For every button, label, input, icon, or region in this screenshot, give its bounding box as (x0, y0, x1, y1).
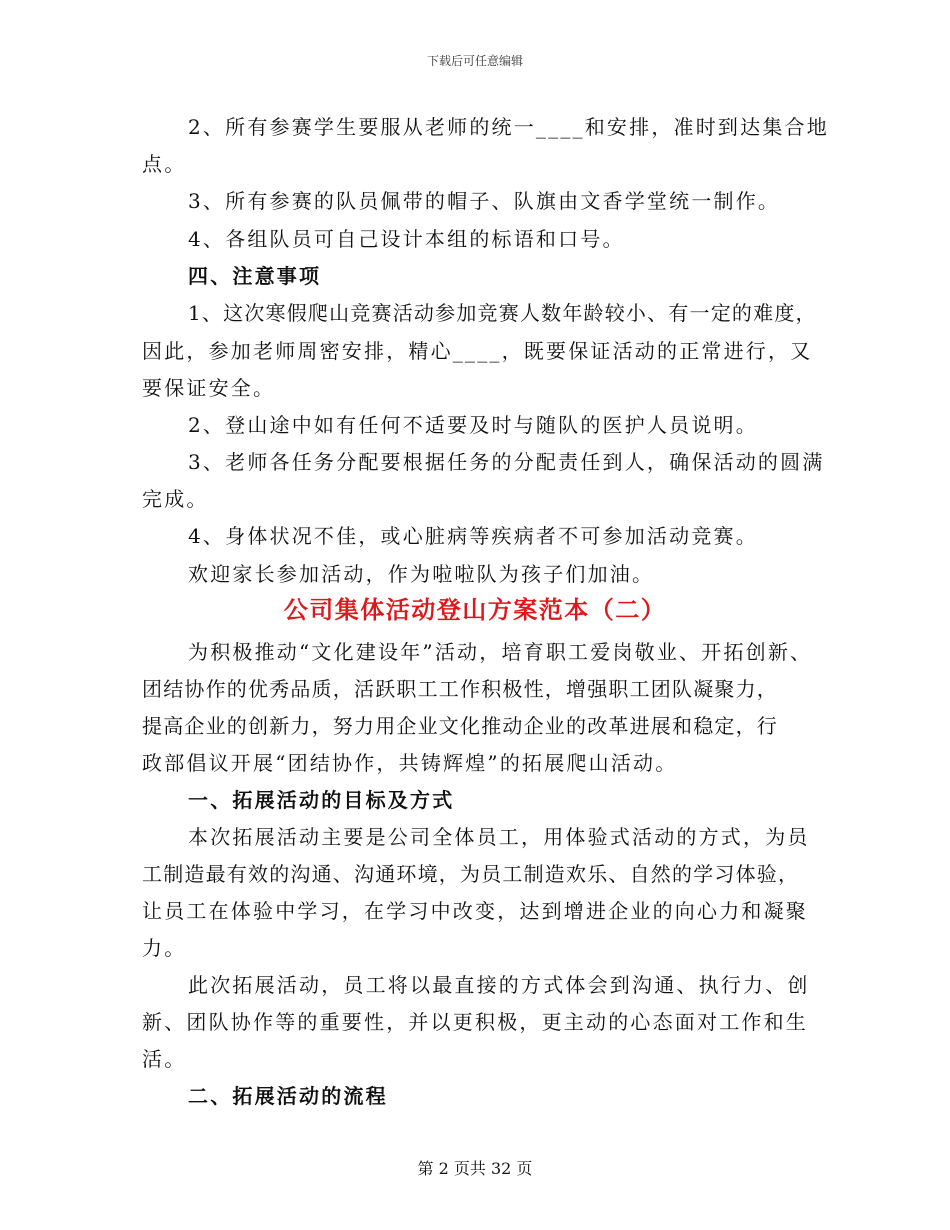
paragraph-line: 本次拓展活动主要是公司全体员工，用体验式活动的方式，为员 (188, 825, 810, 849)
paragraph-line: 为积极推动“文化建设年”活动，培育职工爱岗敬业、开拓创新、 (188, 640, 813, 664)
paragraph-line: 3、所有参赛的队员佩带的帽子、队旗由文香学堂统一制作。 (188, 189, 781, 213)
paragraph-line: 2、登山途中如有任何不适要及时与随队的医护人员说明。 (188, 413, 758, 437)
paragraph-line: 工制造最有效的沟通、沟通环境，为员工制造欢乐、自然的学习体验， (142, 862, 800, 886)
paragraph-line: 4、各组队员可自己设计本组的标语和口号。 (188, 227, 625, 251)
paragraph-line: 力。 (142, 936, 187, 960)
paragraph-line: 因此，参加老师周密安排，精心____，既要保证活动的正常进行，又 (142, 339, 813, 363)
paragraph-line: 此次拓展活动，员工将以最直接的方式体会到沟通、执行力、创 (188, 973, 810, 997)
paragraph-line: 2、所有参赛学生要服从老师的统一____和安排，准时到达集合地 (188, 115, 829, 139)
paragraph-line: 1、这次寒假爬山竞赛活动参加竞赛人数年龄较小、有一定的难度， (188, 301, 817, 325)
paragraph-line: 新、团队协作等的重要性，并以更积极，更主动的心态面对工作和生 (142, 1010, 808, 1034)
section-heading: 二、拓展活动的流程 (188, 1084, 388, 1108)
section-heading: 一、拓展活动的目标及方式 (188, 788, 455, 812)
paragraph-line: 完成。 (142, 487, 209, 511)
paragraph-line: 要保证安全。 (142, 376, 276, 400)
paragraph-line: 团结协作的优秀品质，活跃职工工作积极性，增强职工团队凝聚力， (142, 677, 778, 701)
paragraph-line: 活。 (142, 1047, 187, 1071)
document-title: 公司集体活动登山方案范本（二） (283, 595, 667, 624)
paragraph-line: 4、身体状况不佳，或心脏病等疾病者不可参加活动竞赛。 (188, 524, 758, 548)
paragraph-line: 欢迎家长参加活动，作为啦啦队为孩子们加油。 (188, 562, 655, 586)
paragraph-line: 3、老师各任务分配要根据任务的分配责任到人，确保活动的圆满 (188, 450, 825, 474)
section-heading: 四、注意事项 (188, 264, 322, 288)
paragraph-line: 点。 (142, 152, 187, 176)
paragraph-line: 让员工在体验中学习，在学习中改变，达到增进企业的向心力和凝聚 (142, 899, 808, 923)
paragraph-line: 政部倡议开展“团结协作，共铸辉煌”的拓展爬山活动。 (142, 751, 678, 775)
page-footer: 第 2 页共 32 页 (417, 1159, 533, 1178)
page-header: 下载后可任意编辑 (426, 54, 523, 68)
paragraph-line: 提高企业的创新力，努力用企业文化推动企业的改革进展和稳定，行 (142, 714, 778, 738)
